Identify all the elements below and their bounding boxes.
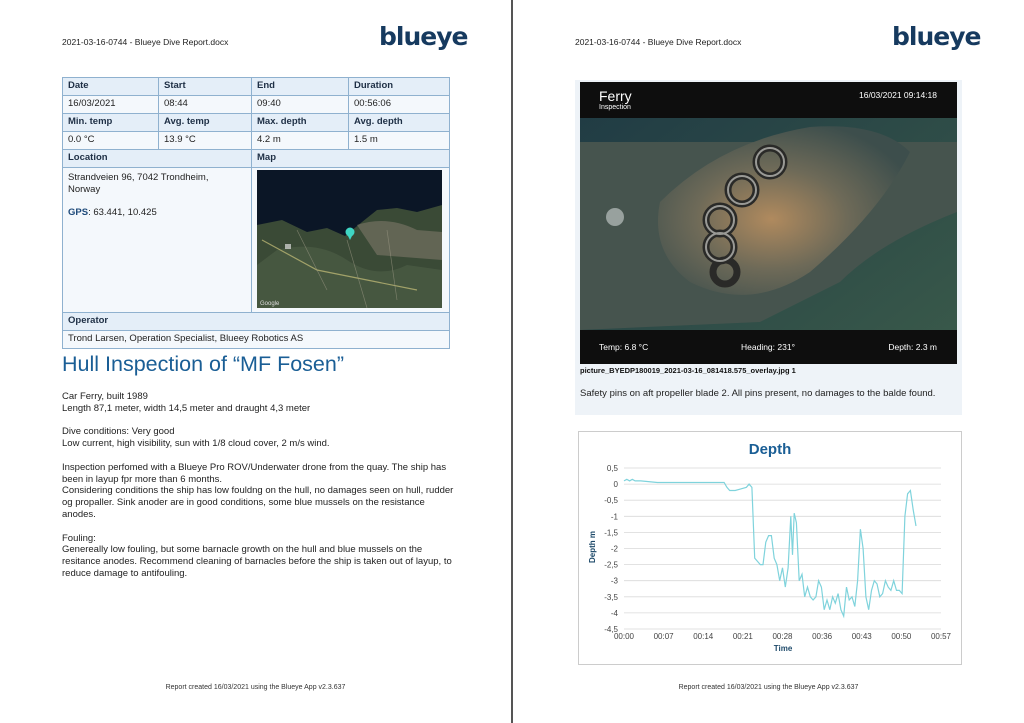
x-tick-label: 00:28 <box>772 632 793 641</box>
document-filename: 2021-03-16-0744 - Blueye Dive Report.docx <box>62 37 229 47</box>
header-avg-temp: Avg. temp <box>159 114 252 132</box>
photo-mode: Inspection <box>599 104 631 111</box>
y-tick-label: -2 <box>610 544 618 554</box>
y-tick-label: -1,5 <box>604 528 618 538</box>
address-line-1: Strandveien 96, 7042 Trondheim, <box>68 172 209 183</box>
header-duration: Duration <box>349 78 450 96</box>
location-map[interactable] <box>257 170 442 308</box>
header-date: Date <box>63 78 159 96</box>
photo-heading: Heading: 231° <box>741 342 795 352</box>
photo-filename: picture_BYEDP180019_2021-03-16_081418.575_overlay.jpg 1 <box>580 366 796 375</box>
weather: Low current, high visibility, sun with 1/8 cloud cover, 2 m/s wind. <box>62 438 330 450</box>
header-avg-depth: Avg. depth <box>349 114 450 132</box>
dive-conditions: Dive conditions: Very good <box>62 426 175 438</box>
header-start: Start <box>159 78 252 96</box>
blueye-logo-right: blueye <box>892 22 981 51</box>
x-tick-label: 00:00 <box>613 632 635 641</box>
dive-info-table <box>62 77 450 349</box>
header-location: Location <box>63 150 252 168</box>
x-tick-label: 00:43 <box>851 632 872 641</box>
y-tick-label: -2,5 <box>604 560 618 570</box>
x-tick-label: 00:14 <box>693 632 714 641</box>
header-min-temp: Min. temp <box>63 114 159 132</box>
depth-chart <box>579 432 961 664</box>
photo-bottom-overlay <box>580 330 957 364</box>
chart-xlabel: Time <box>773 644 793 653</box>
y-tick-label: -4,5 <box>604 625 618 634</box>
paragraph-vessel <box>62 391 457 415</box>
value-date: 16/03/2021 <box>63 96 159 114</box>
y-tick-label: 0,5 <box>606 464 618 473</box>
blueye-logo: blueye <box>379 22 468 51</box>
map-image <box>257 170 442 308</box>
inspection-photo[interactable] <box>580 82 957 364</box>
value-avg-depth: 1.5 m <box>349 132 450 150</box>
value-min-temp: 0.0 °C <box>63 132 159 150</box>
fouling-text: Genereally low fouling, but some barnacle growth on the hull and blue mussels on the resitance anodes. Recommend cleaning of barnacles before the ship is taken out of layup, to reduce damage to antifouling. <box>62 544 452 579</box>
report-body <box>62 391 457 592</box>
chart-title: Depth <box>748 441 792 458</box>
x-tick-label: 00:50 <box>891 632 912 641</box>
footer-right: Report created 16/03/2021 using the Blueye App v2.3.637 <box>678 684 859 691</box>
photo-depth: Depth: 2.3 m <box>888 342 937 352</box>
paragraph-conditions <box>62 426 457 450</box>
header-operator: Operator <box>63 313 450 331</box>
chart-ylabel: Depth m <box>588 531 597 563</box>
value-operator: Trond Larsen, Operation Specialist, Blueey Robotics AS <box>63 331 450 349</box>
gps-line <box>68 207 246 219</box>
fouling-heading: Fouling: <box>62 532 96 544</box>
photo-image <box>580 82 957 364</box>
y-tick-label: -1 <box>610 512 618 522</box>
header-map: Map <box>252 150 450 168</box>
value-duration: 00:56:06 <box>349 96 450 114</box>
header-max-depth: Max. depth <box>252 114 349 132</box>
address-line-2: Norway <box>68 184 101 195</box>
photo-top-overlay <box>580 82 957 118</box>
vessel-type: Car Ferry, built 1989 <box>62 391 148 402</box>
gps-value: : 63.441, 10.425 <box>88 207 157 218</box>
y-tick-label: -0,5 <box>604 496 618 506</box>
document-filename-right: 2021-03-16-0744 - Blueye Dive Report.docx <box>575 37 742 47</box>
value-end: 09:40 <box>252 96 349 114</box>
y-tick-label: -4 <box>610 608 618 618</box>
photo-temp: Temp: 6.8 °C <box>599 342 649 352</box>
y-tick-label: -3 <box>610 576 618 586</box>
header-end: End <box>252 78 349 96</box>
paragraph-fouling <box>62 533 457 580</box>
x-tick-label: 00:36 <box>812 632 833 641</box>
map-cell <box>252 168 450 313</box>
value-avg-temp: 13.9 °C <box>159 132 252 150</box>
value-start: 08:44 <box>159 96 252 114</box>
x-tick-label: 00:07 <box>653 632 674 641</box>
paragraph-findings: Considering conditions the ship has low fouldng on the hull, no damages seen on hull, rudder og propaller. Sink anoder are in good conditions, some blue mussels on the resistance anodes. <box>62 485 454 520</box>
chart-y-ticks <box>604 464 618 634</box>
vessel-dimensions: Length 87,1 meter, width 14,5 meter and draught 4,3 meter <box>62 402 311 414</box>
paragraph-inspection: Inspection perfomed with a Blueye Pro ROV/Underwater drone from the quay. The ship has been in layup fpr more than 6 months. <box>62 461 447 485</box>
photo-vessel: Ferry <box>599 88 632 104</box>
depth-chart-card <box>578 431 962 665</box>
footer-left: Report created 16/03/2021 using the Blueye App v2.3.637 <box>165 684 346 691</box>
value-max-depth: 4.2 m <box>252 132 349 150</box>
chart-x-ticks <box>614 632 952 641</box>
x-tick-label: 00:57 <box>930 632 952 641</box>
photo-caption: Safety pins on aft propeller blade 2. All pins present, no damages to the balde found. <box>580 388 936 399</box>
x-tick-label: 00:21 <box>732 632 753 641</box>
photo-datetime: 16/03/2021 09:14:18 <box>859 90 937 100</box>
gps-label: GPS <box>68 207 89 218</box>
left-page <box>0 0 511 723</box>
report-title: Hull Inspection of “MF Fosen” <box>62 352 344 376</box>
y-tick-label: 0 <box>613 480 618 490</box>
chart-grid <box>624 468 941 629</box>
map-credit: Google <box>260 301 280 307</box>
y-tick-label: -3,5 <box>604 592 618 602</box>
location-cell <box>63 168 252 313</box>
